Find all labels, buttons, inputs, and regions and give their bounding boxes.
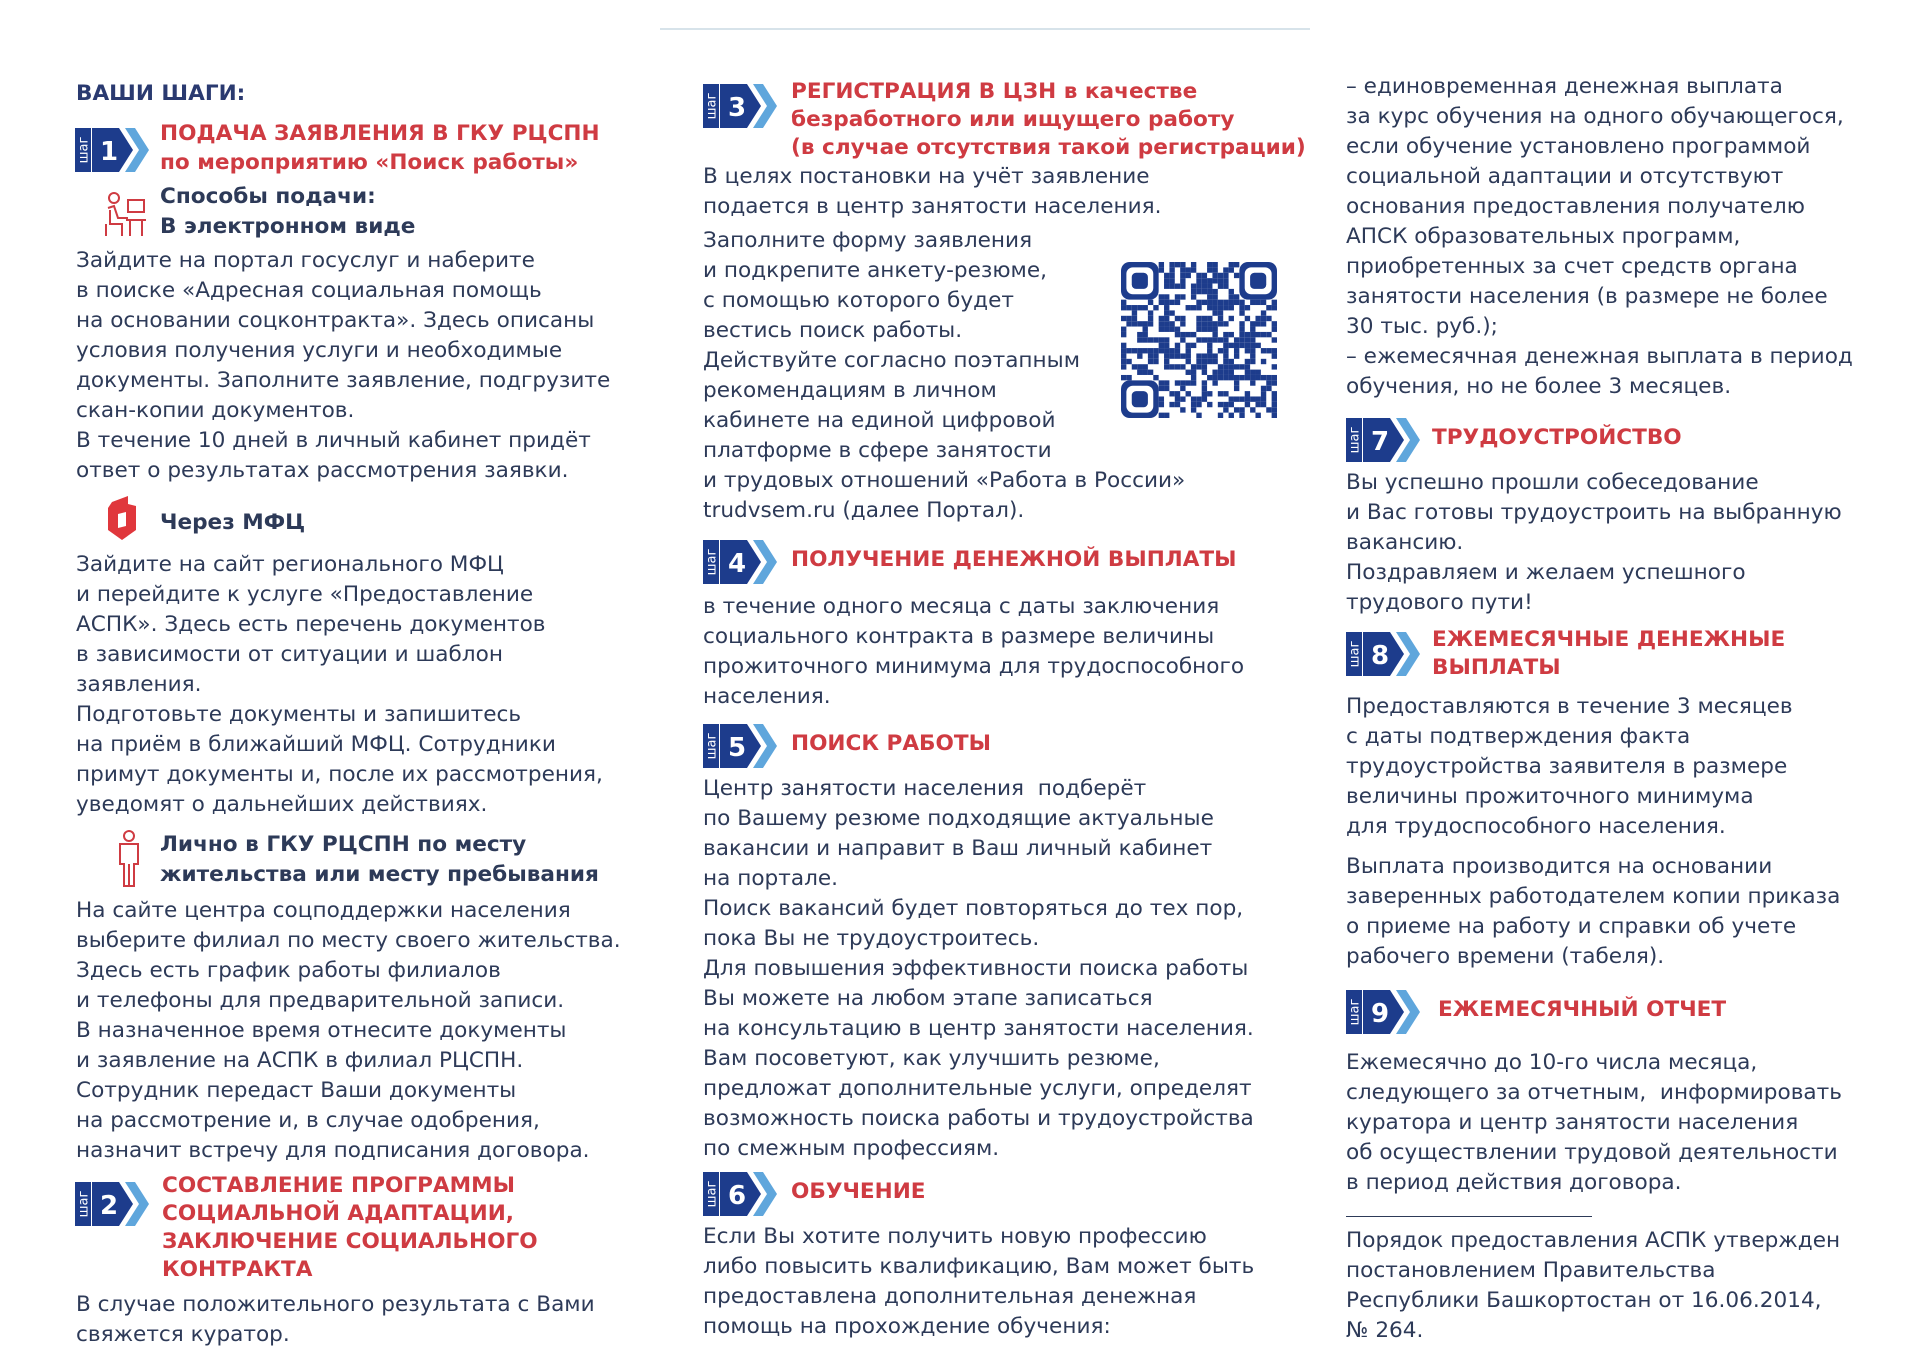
- text-line: возможность поиска работы и трудоустройства: [703, 1106, 1254, 1131]
- text-line: Ежемесячно до 10-го числа месяца,: [1346, 1050, 1758, 1075]
- step-label: шаг: [76, 1190, 92, 1218]
- step-2-title-line-3: ЗАКЛЮЧЕНИЕ СОЦИАЛЬНОГО: [162, 1229, 538, 1254]
- step-7-badge: [1346, 414, 1436, 466]
- text-line: условия получения услуги и необходимые: [76, 338, 563, 363]
- text-line: Здесь есть график работы филиалов: [76, 958, 501, 983]
- text-line: занятости населения (в размере не более: [1346, 284, 1828, 309]
- column-middle: [703, 0, 1306, 1356]
- text-line: о приеме на работу и справки об учете: [1346, 914, 1797, 939]
- text-line: скан-копии документов.: [76, 398, 355, 423]
- standing-person-icon: [112, 830, 146, 888]
- text-line: Зайдите на сайт регионального МФЦ: [76, 552, 504, 577]
- text-line: уведомят о дальнейших действиях.: [76, 792, 488, 817]
- text-line: величины прожиточного минимума: [1346, 784, 1754, 809]
- text-line: приобретенных за счет средств органа: [1346, 254, 1798, 279]
- step-number: 8: [1370, 641, 1390, 671]
- step-8-badge: [1346, 628, 1436, 680]
- text-line: – ежемесячная денежная выплата в период: [1346, 344, 1853, 369]
- text-line: заявления.: [76, 672, 202, 697]
- text-line: – единовременная денежная выплата: [1346, 74, 1783, 99]
- text-line: платформе в сфере занятости: [703, 438, 1052, 463]
- text-line: назначит встречу для подписания договора.: [76, 1138, 590, 1163]
- step-3-text-line: В целях постановки на учёт заявление: [703, 164, 1150, 189]
- column-right: [1346, 0, 1886, 1356]
- text-line: заверенных работодателем копии приказа: [1346, 884, 1841, 909]
- text-line: Предоставляются в течение 3 месяцев: [1346, 694, 1793, 719]
- step-3-title-line-2: безработного или ищущего работу: [791, 107, 1235, 132]
- column-left: [76, 0, 656, 1356]
- step-9-badge: [1346, 986, 1436, 1038]
- text-line: с даты подтверждения факта: [1346, 724, 1691, 749]
- step-number: 4: [727, 549, 747, 579]
- mfc-logo-icon: [106, 496, 140, 540]
- step-6-badge: [703, 1168, 793, 1220]
- footnote-line: № 264.: [1346, 1318, 1424, 1343]
- text-line: на приём в ближайший МФЦ. Сотрудники: [76, 732, 556, 757]
- step-number: 2: [99, 1191, 119, 1221]
- text-line: Вам посоветуют, как улучшить резюме,: [703, 1046, 1160, 1071]
- step-label: шаг: [704, 732, 720, 760]
- text-line: рекомендациям в личном: [703, 378, 997, 403]
- step-3-title-line-1: РЕГИСТРАЦИЯ В ЦЗН в качестве: [791, 79, 1198, 104]
- text-line: Заполните форму заявления: [703, 228, 1033, 253]
- step-label: шаг: [1347, 998, 1363, 1026]
- qr-code[interactable]: [1121, 262, 1277, 418]
- text-line: социальной адаптации и отсутствуют: [1346, 164, 1784, 189]
- text-line: В назначенное время отнесите документы: [76, 1018, 567, 1043]
- step-1-badge: [75, 124, 165, 176]
- step-number: 7: [1370, 427, 1390, 457]
- step-label: шаг: [704, 1180, 720, 1208]
- text-line: на рассмотрение и, в случае одобрения,: [76, 1108, 540, 1133]
- text-line: Подготовьте документы и запишитесь: [76, 702, 522, 727]
- text-line: куратора и центр занятости населения: [1346, 1110, 1799, 1135]
- text-line: trudvsem.ru (далее Портал).: [703, 498, 1025, 523]
- step-8-title-line-1: ЕЖЕМЕСЯЧНЫЕ ДЕНЕЖНЫЕ: [1432, 627, 1786, 652]
- text-line: Для повышения эффективности поиска работы: [703, 956, 1249, 981]
- electronic-heading: В электронном виде: [160, 214, 416, 239]
- text-line: в поиске «Адресная социальная помощь: [76, 278, 542, 303]
- text-line: об осуществлении трудовой деятельности: [1346, 1140, 1838, 1165]
- text-line: и подкрепите анкету-резюме,: [703, 258, 1047, 283]
- text-line: Сотрудник передаст Ваши документы: [76, 1078, 517, 1103]
- text-line: и телефоны для предварительной записи.: [76, 988, 565, 1013]
- text-line: основания предоставления получателю: [1346, 194, 1805, 219]
- footnote-line: Порядок предоставления АСПК утвержден: [1346, 1228, 1841, 1253]
- step-4-text-line: социального контракта в размере величины: [703, 624, 1215, 649]
- text-line: и трудовых отношений «Работа в России»: [703, 468, 1186, 493]
- step-2-text-line: свяжется куратор.: [76, 1322, 290, 1347]
- step-7-title: ТРУДОУСТРОЙСТВО: [1432, 425, 1682, 450]
- person-at-computer-icon: [100, 190, 150, 240]
- step-3-badge: [703, 80, 793, 132]
- step-2-badge: [75, 1178, 165, 1230]
- step-7-text-line: вакансию.: [1346, 530, 1464, 555]
- step-4-text-line: прожиточного минимума для трудоспособного: [703, 654, 1245, 679]
- steps-heading: ВАШИ ШАГИ:: [76, 81, 246, 106]
- text-line: и заявление на АСПК в филиал РЦСПН.: [76, 1048, 524, 1073]
- step-1-title-line-2: по мероприятию «Поиск работы»: [160, 150, 579, 175]
- footnote-line: Республики Башкортостан от 16.06.2014,: [1346, 1288, 1822, 1313]
- methods-heading: Способы подачи:: [160, 184, 376, 209]
- step-4-title: ПОЛУЧЕНИЕ ДЕНЕЖНОЙ ВЫПЛАТЫ: [791, 547, 1237, 572]
- text-line: ответ о результатах рассмотрения заявки.: [76, 458, 569, 483]
- step-3-title-line-3: (в случае отсутствия такой регистрации): [791, 135, 1306, 160]
- step-7-text-line: и Вас готовы трудоустроить на выбранную: [1346, 500, 1842, 525]
- step-4-text-line: населения.: [703, 684, 831, 709]
- text-line: в зависимости от ситуации и шаблон: [76, 642, 503, 667]
- text-line: предложат дополнительные услуги, определят: [703, 1076, 1252, 1101]
- step-7-text-line: трудового пути!: [1346, 590, 1533, 615]
- text-line: В течение 10 дней в личный кабинет придёт: [76, 428, 591, 453]
- text-line: На сайте центра соцподдержки населения: [76, 898, 571, 923]
- text-line: на основании соцконтракта». Здесь описаны: [76, 308, 595, 333]
- step-6-text-line: Если Вы хотите получить новую профессию: [703, 1224, 1207, 1249]
- step-label: шаг: [76, 136, 92, 164]
- step-6-title: ОБУЧЕНИЕ: [791, 1179, 926, 1204]
- text-line: обучения, но не более 3 месяцев.: [1346, 374, 1732, 399]
- text-line: вакансии и направит в Ваш личный кабинет: [703, 836, 1213, 861]
- step-label: шаг: [704, 92, 720, 120]
- step-6-text-line: либо повысить квалификацию, Вам может быть: [703, 1254, 1255, 1279]
- text-line: по Вашему резюме подходящие актуальные: [703, 806, 1214, 831]
- step-8-title-line-2: ВЫПЛАТЫ: [1432, 655, 1561, 680]
- step-label: шаг: [1347, 640, 1363, 668]
- step-label: шаг: [704, 548, 720, 576]
- text-line: следующего за отчетным, информировать: [1346, 1080, 1842, 1105]
- step-number: 6: [727, 1181, 747, 1211]
- personal-heading-line-2: жительства или месту пребывания: [160, 862, 599, 887]
- text-line: по смежным профессиям.: [703, 1136, 1000, 1161]
- text-line: документы. Заполните заявление, подгрузите: [76, 368, 611, 393]
- step-6-text-line: помощь на прохождение обучения:: [703, 1314, 1111, 1339]
- text-line: Зайдите на портал госуслуг и наберите: [76, 248, 535, 273]
- text-line: трудоустройства заявителя в размере: [1346, 754, 1788, 779]
- footnote-divider: [1346, 1216, 1592, 1217]
- personal-heading-line-1: Лично в ГКУ РЦСПН по месту: [160, 832, 527, 857]
- text-line: Действуйте согласно поэтапным: [703, 348, 1081, 373]
- text-line: на консультацию в центр занятости населения.: [703, 1016, 1254, 1041]
- step-7-text-line: Поздравляем и желаем успешного: [1346, 560, 1746, 585]
- step-5-title: ПОИСК РАБОТЫ: [791, 731, 991, 756]
- text-line: и перейдите к услуге «Предоставление: [76, 582, 534, 607]
- footnote-line: постановлением Правительства: [1346, 1258, 1716, 1283]
- step-label: шаг: [1347, 426, 1363, 454]
- text-line: для трудоспособного населения.: [1346, 814, 1726, 839]
- step-2-title-line-2: СОЦИАЛЬНОЙ АДАПТАЦИИ,: [162, 1201, 514, 1226]
- step-2-title-line-4: КОНТРАКТА: [162, 1257, 313, 1282]
- text-line: АПСК образовательных программ,: [1346, 224, 1741, 249]
- text-line: АСПК». Здесь есть перечень документов: [76, 612, 546, 637]
- text-line: за курс обучения на одного обучающегося,: [1346, 104, 1844, 129]
- text-line: выберите филиал по месту своего жительства.: [76, 928, 621, 953]
- text-line: пока Вы не трудоустроитесь.: [703, 926, 1040, 951]
- text-line: на портале.: [703, 866, 839, 891]
- text-line: рабочего времени (табеля).: [1346, 944, 1665, 969]
- step-2-title-line-1: СОСТАВЛЕНИЕ ПРОГРАММЫ: [162, 1173, 515, 1198]
- text-line: Вы можете на любом этапе записаться: [703, 986, 1153, 1011]
- mfc-heading: Через МФЦ: [160, 510, 306, 535]
- text-line: Поиск вакансий будет повторяться до тех пор,: [703, 896, 1244, 921]
- step-9-title: ЕЖЕМЕСЯЧНЫЙ ОТЧЕТ: [1438, 997, 1727, 1022]
- text-line: примут документы и, после их рассмотрения,: [76, 762, 603, 787]
- step-number: 3: [727, 93, 747, 123]
- text-line: с помощью которого будет: [703, 288, 1014, 313]
- text-line: 30 тыс. руб.);: [1346, 314, 1498, 339]
- step-6-text-line: предоставлена дополнительная денежная: [703, 1284, 1197, 1309]
- step-7-text-line: Вы успешно прошли собеседование: [1346, 470, 1759, 495]
- step-2-text-line: В случае положительного результата с Вами: [76, 1292, 595, 1317]
- step-number: 9: [1370, 999, 1390, 1029]
- step-number: 1: [99, 137, 119, 167]
- text-line: кабинете на единой цифровой: [703, 408, 1056, 433]
- text-line: Центр занятости населения подберёт: [703, 776, 1147, 801]
- text-line: вестись поиск работы.: [703, 318, 963, 343]
- text-line: в период действия договора.: [1346, 1170, 1682, 1195]
- step-4-badge: [703, 536, 793, 588]
- text-line: Выплата производится на основании: [1346, 854, 1773, 879]
- step-5-badge: [703, 720, 793, 772]
- step-1-title-line-1: ПОДАЧА ЗАЯВЛЕНИЯ В ГКУ РЦСПН: [160, 121, 600, 146]
- text-line: если обучение установлено программой: [1346, 134, 1811, 159]
- step-3-text-line: подается в центр занятости населения.: [703, 194, 1162, 219]
- step-number: 5: [727, 733, 747, 763]
- step-4-text-line: в течение одного месяца с даты заключения: [703, 594, 1220, 619]
